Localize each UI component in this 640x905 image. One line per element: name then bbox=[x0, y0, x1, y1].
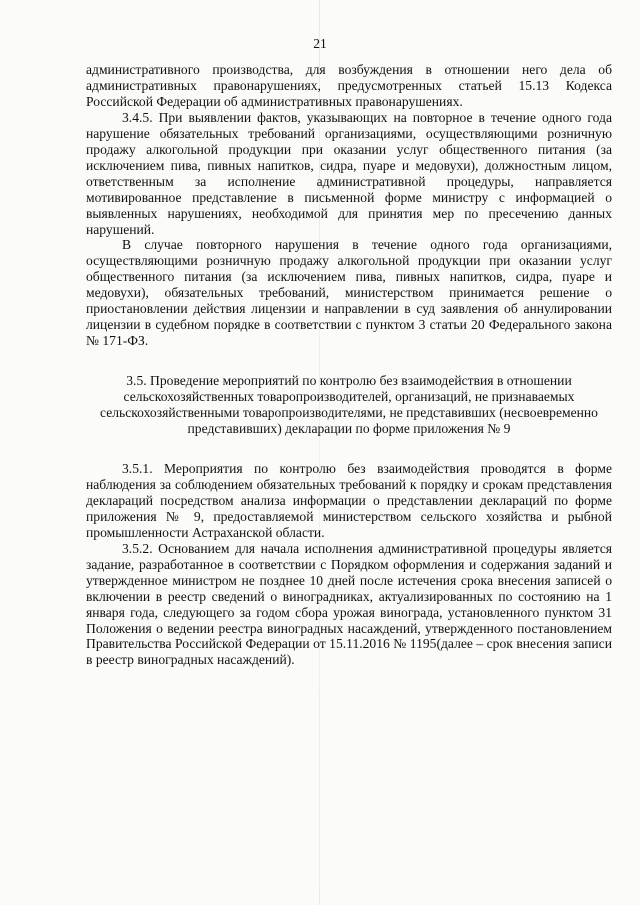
page-number: 21 bbox=[313, 36, 327, 51]
paragraph-repeat-violation: В случае повторного нарушения в течение одного года организациями, осуществляющими розничную продажу алкогольной продукции при оказании услуг общественного питания (за исключением пива, пивных напитков, сидра, пуаре и медовухи), обязательных требований, министерством принимается решение о приостановлении действия лицензии и направлении в суд заявления об аннулировании лицензии в судебном порядке в соответствии с пунктом 3 статьи 20 Федерального закона № 171-ФЗ. bbox=[86, 237, 612, 349]
paragraph-3-5-2: 3.5.2. Основанием для начала исполнения административной процедуры является задание, разработанное в соответствии с Порядком оформления и содержания заданий и утвержденное министром не позднее 10 дней после истечения срока внесения записей о включении в реестр сведений о виноградниках, актуализированных по состоянию на 1 января года, следующего за годом сбора урожая винограда, установленного пунктом 31 Положения о ведении реестра виноградных насаждений, утвержденного постановлением Правительства Российской Федерации от 15.11.2016 № 1195(далее – срок внесения записи в реестр виноградных насаждений). bbox=[86, 540, 612, 668]
section-heading-3-5: 3.5. Проведение мероприятий по контролю без взаимодействия в отношении сельскохозяйственных товаропроизводителей, организаций, не признаваемых сельскохозяйственными товаропроизводителями, не представивших (несвоевременно представивших) декларации по форме приложения № 9 bbox=[100, 373, 598, 437]
paragraph-continuation: административного производства, для возбуждения в отношении него дела об административных правонарушениях, предусмотренных статьей 15.13 Кодекса Российской Федерации об административных правонарушениях. bbox=[86, 62, 612, 109]
paragraph-3-4-5: 3.4.5. При выявлении фактов, указывающих на повторное в течение одного года нарушение обязательных требований организациями, осуществляющими розничную продажу алкогольной продукции при оказании услуг общественного питания (за исключением пива, пивных напитков, сидра, пуаре и медовухи), должностным лицом, ответственным за исполнение административной процедуры, направляется мотивированное представление в письменной форме министру с информацией о выявленных нарушениях, необходимой для принятия мер по пресечению данных нарушений. bbox=[86, 109, 612, 237]
paragraph-3-5-1: 3.5.1. Мероприятия по контролю без взаимодействия проводятся в форме наблюдения за соблюдением обязательных требований к порядку и срокам представления деклараций посредством анализа информации о представлении деклараций по форме приложения № 9, предоставляемой министерством сельского хозяйства и рыбной промышленности Астраханской области. bbox=[86, 460, 612, 540]
document-body bbox=[86, 62, 612, 668]
